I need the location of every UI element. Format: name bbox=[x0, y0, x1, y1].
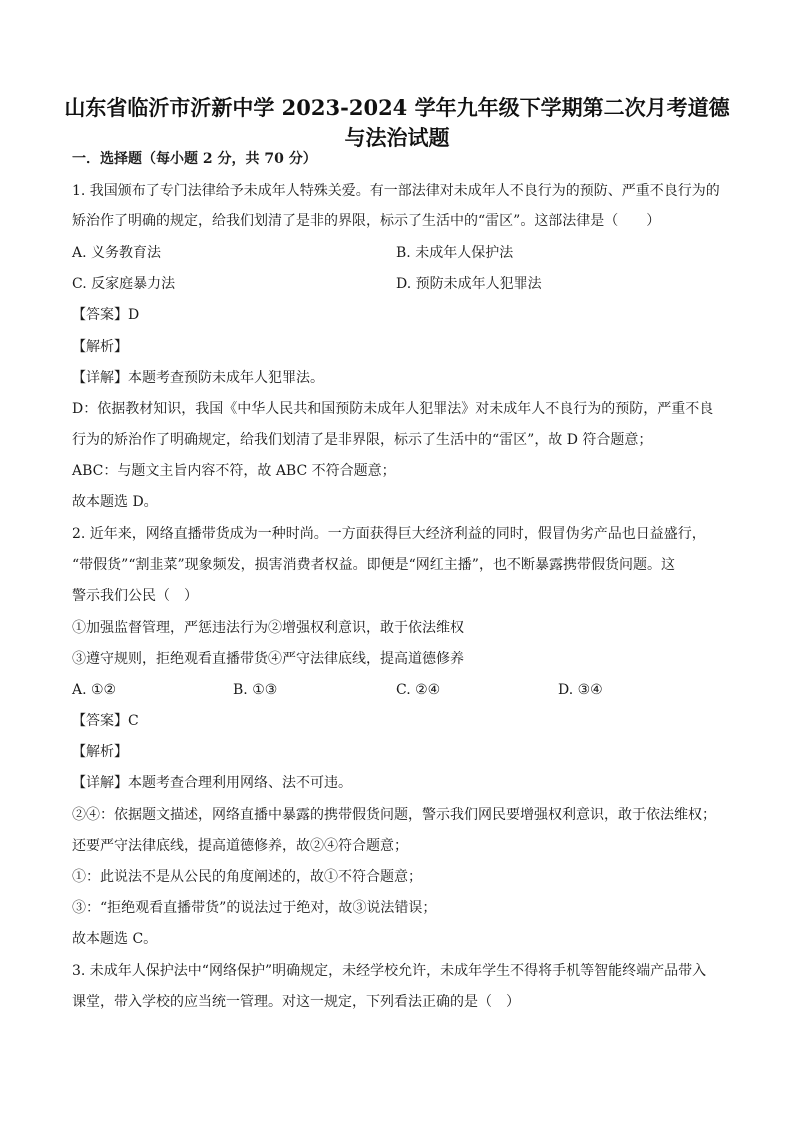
q2-option-a: A. ①② bbox=[72, 682, 117, 698]
q1-option-c: C. 反家庭暴力法 bbox=[72, 276, 176, 292]
q1-option-b: B. 未成年人保护法 bbox=[396, 245, 514, 261]
q1-stem-line-1: 1. 我国颁布了专门法律给予未成年人特殊关爱。有一部法律对未成年人不良行为的预防、严重不良行为的 bbox=[72, 183, 720, 199]
q1-detail: 【详解】本题考查预防未成年人犯罪法。 bbox=[72, 370, 324, 386]
q1-explanation-line-1: D：依据教材知识，我国《中华人民共和国预防未成年人犯罪法》对未成年人不良行为的预防，严重不良 bbox=[72, 401, 714, 417]
q2-statements-line-1: ①加强监督管理，严惩违法行为②增强权利意识，敢于依法维权 bbox=[72, 620, 464, 636]
q2-explanation-line-2: 还要严守法律底线，提高道德修养，故②④符合题意； bbox=[72, 838, 408, 854]
section-heading: 一．选择题（每小题 2 分，共 70 分） bbox=[72, 151, 317, 167]
document-title-line-1: 山东省临沂市沂新中学 2023-2024 学年九年级下学期第二次月考道德 bbox=[64, 95, 730, 120]
q2-conclusion: 故本题选 C。 bbox=[72, 931, 158, 947]
q2-answer: 【答案】C bbox=[72, 713, 139, 729]
q2-stem-line-3: 警示我们公民（ ） bbox=[72, 588, 198, 604]
q2-option-c: C. ②④ bbox=[396, 682, 441, 698]
document-title-line-2: 与法治试题 bbox=[344, 125, 450, 150]
q3-stem-line-2: 课堂，带入学校的应当统一管理。对这一规定，下列看法正确的是（ ） bbox=[72, 994, 520, 1010]
q1-analysis-label: 【解析】 bbox=[72, 339, 128, 355]
q2-option-d: D. ③④ bbox=[558, 682, 603, 698]
q1-option-d: D. 预防未成年人犯罪法 bbox=[396, 276, 542, 292]
q2-analysis-label: 【解析】 bbox=[72, 744, 128, 760]
q2-stem-line-2: “带假货”“割韭菜”现象频发，损害消费者权益。即便是“网红主播”，也不断暴露携带假货问题。这 bbox=[72, 557, 675, 573]
q2-explanation-line-4: ③：“拒绝观看直播带货”的说法过于绝对，故③说法错误； bbox=[72, 900, 437, 916]
q1-option-a: A. 义务教育法 bbox=[72, 245, 162, 261]
q2-explanation-line-1: ②④：依据题文描述，网络直播中暴露的携带假货问题，警示我们网民要增强权利意识，敢于依法维权； bbox=[72, 807, 716, 823]
q2-explanation-line-3: ①：此说法不是从公民的角度阐述的，故①不符合题意； bbox=[72, 869, 422, 885]
q1-explanation-line-2: 行为的矫治作了明确规定，给我们划清了是非界限，标示了生活中的“雷区”，故 D 符合题意； bbox=[72, 432, 653, 448]
q2-stem-line-1: 2. 近年来，网络直播带货成为一种时尚。一方面获得巨大经济利益的同时，假冒伪劣产品也日益盛行， bbox=[72, 526, 706, 542]
q1-explanation-line-3: ABC：与题文主旨内容不符，故 ABC 不符合题意； bbox=[72, 463, 396, 479]
q3-stem-line-1: 3. 未成年人保护法中“网络保护”明确规定，未经学校允许，未成年学生不得将手机等智能终端产品带入 bbox=[72, 963, 707, 979]
q1-stem-line-2: 矫治作了明确的规定，给我们划清了是非的界限，标示了生活中的“雷区”。这部法律是（ ） bbox=[72, 213, 661, 229]
q2-option-b: B. ①③ bbox=[233, 682, 278, 698]
q2-statements-line-2: ③遵守规则，拒绝观看直播带货④严守法律底线，提高道德修养 bbox=[72, 651, 464, 667]
q2-detail: 【详解】本题考查合理利用网络、法不可违。 bbox=[72, 775, 352, 791]
q1-conclusion: 故本题选 D。 bbox=[72, 494, 158, 510]
q1-answer: 【答案】D bbox=[72, 307, 140, 323]
